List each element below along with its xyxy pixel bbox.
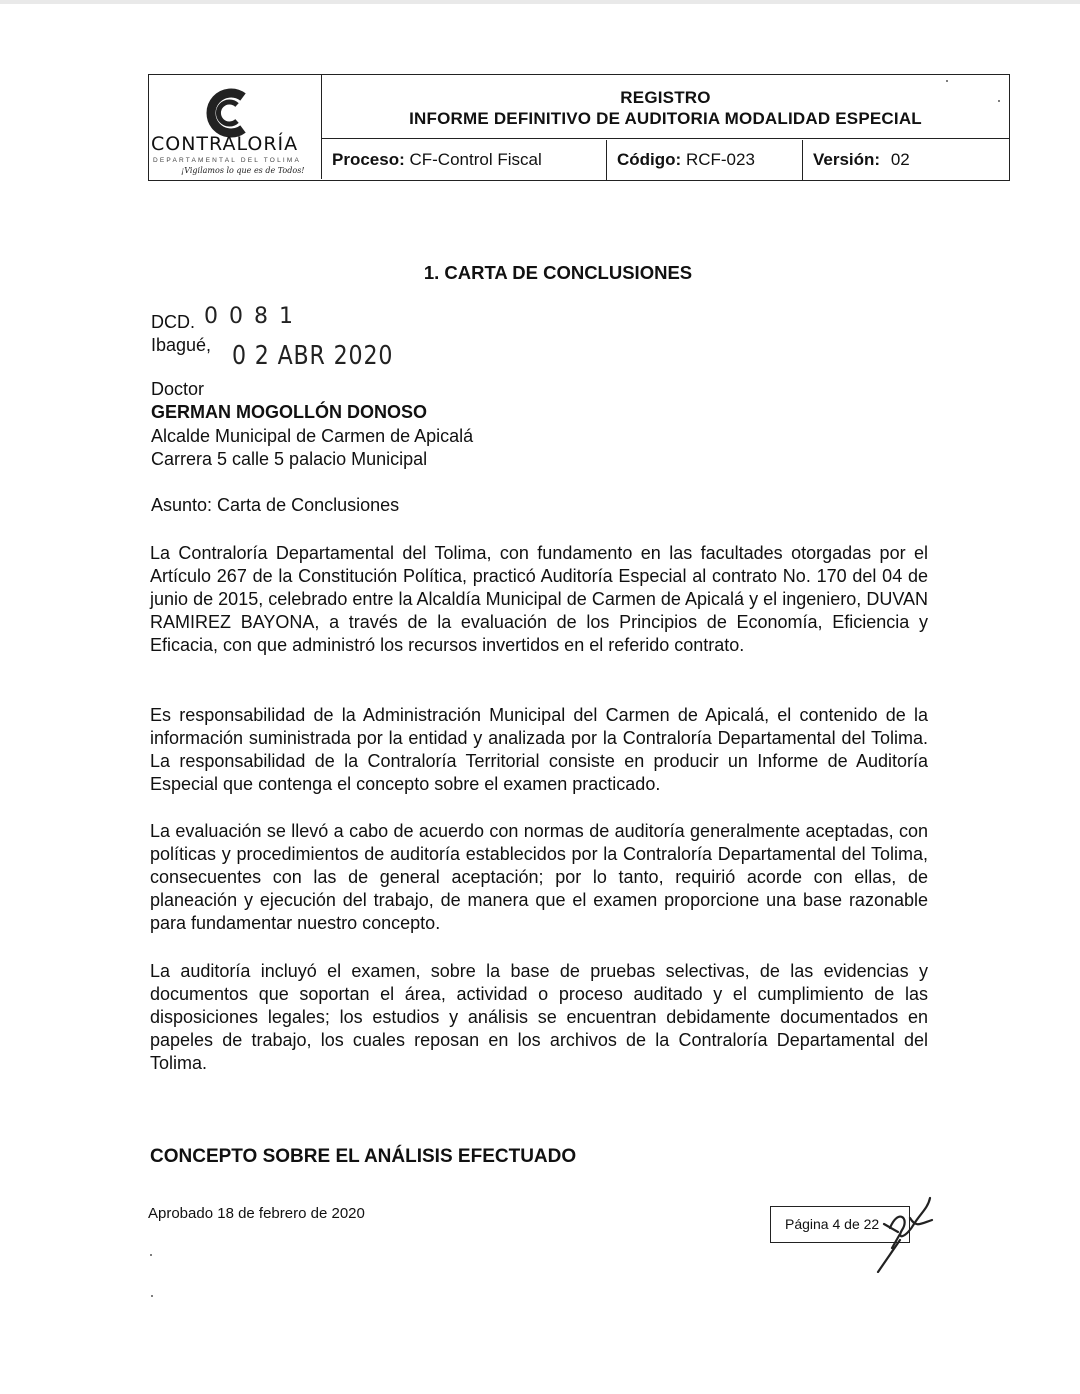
recipient-position: Alcalde Municipal de Carmen de Apicalá — [151, 426, 474, 446]
scan-speck — [946, 80, 948, 82]
codigo-cell — [607, 140, 803, 180]
proceso-label: Proceso: — [332, 150, 405, 169]
logo-cell — [149, 75, 322, 179]
paragraph-4: La auditoría incluyó el examen, sobre la base de pruebas selectivas, de las evidencias y documentos que soportan el área, actividad o proceso auditado y el cumplimiento de las disposiciones legales; los estudios y análisis se encuentran debidamente documentados en papeles de trabajo, los cuales reposan en los archivos de la Contraloría Departamental del Tolima. — [150, 961, 928, 1073]
analysis-heading: CONCEPTO SOBRE EL ANÁLISIS EFECTUADO — [150, 1146, 577, 1167]
logo-subtitle: DEPARTAMENTAL DEL TOLIMA — [153, 157, 302, 164]
header-title-line1: REGISTRO — [620, 88, 711, 107]
paragraph-1: La Contraloría Departamental del Tolima, con fundamento en las facultades otorgadas por el Artículo 267 de la Constitución Política, practicó Auditoría Especial al contrato No. 170 del 04 de junio de 2015, celebrado entre la Alcaldía Municipal de Carmen de Apicalá y el ingeniero, DUVAN RAMIREZ BAYONA, a través de la evaluación de los Principios de Economía, Eficiencia y Eficacia, con que administró los recursos invertidos en el referido contrato. — [150, 543, 928, 655]
version-label: Versión: — [813, 150, 881, 169]
proceso-value: CF-Control Fiscal — [409, 150, 542, 169]
signature-icon — [870, 1188, 940, 1273]
header-meta-row — [322, 140, 1009, 180]
header-title — [322, 75, 1009, 139]
date-stamp: 0 2 ABR 2020 — [232, 341, 394, 371]
codigo-value: RCF-023 — [685, 150, 755, 169]
header-title-line2: INFORME DEFINITIVO DE AUDITORIA MODALIDAD ESPECIAL — [409, 109, 922, 128]
approval-date: Aprobado 18 de febrero de 2020 — [148, 1205, 365, 1222]
top-edge — [0, 0, 1080, 4]
document-header — [148, 74, 1010, 181]
subject-line: Asunto: Carta de Conclusiones — [151, 495, 400, 515]
place-label: Ibagué, — [151, 335, 212, 355]
proceso-cell — [322, 140, 607, 180]
scan-speck — [151, 1295, 153, 1297]
version-cell — [803, 140, 1009, 180]
logo-motto: ¡Vigilamos lo que es de Todos! — [181, 166, 305, 175]
recipient-address: Carrera 5 calle 5 palacio Municipal — [151, 449, 428, 469]
page-number: Página 4 de 22 — [785, 1216, 880, 1232]
paragraph-2: Es responsabilidad de la Administración Municipal del Carmen de Apicalá, el contenido de la información suministrada por la entidad y analizada por la Contraloría Departamental del Tolima. La responsabilidad de la Contraloría Territorial consiste en producir un Informe de Auditoría Especial que contenga el concepto sobre el examen practicado. — [150, 705, 928, 794]
logo-name: CONTRALORÍA — [151, 133, 299, 155]
codigo-label: Código: — [617, 150, 682, 169]
version-value: 02 — [890, 150, 910, 169]
dcd-label: DCD. — [151, 312, 195, 332]
dcd-number-stamp: 0 0 8 1 — [204, 304, 295, 329]
scan-speck — [998, 100, 1000, 102]
section-title: 1. CARTA DE CONCLUSIONES — [423, 262, 693, 283]
paragraph-3: La evaluación se llevó a cabo de acuerdo con normas de auditoría generalmente aceptadas, con políticas y procedimientos de auditoría establecidos por la Contraloría Departamental del Tolima, consecuentes con las de general aceptación; por lo tanto, requirió acorde con ellas, de planeación y ejecución del trabajo, de manera que el examen proporcione una base razonable para fundamentar nuestro concepto. — [150, 821, 928, 933]
recipient-name: GERMAN MOGOLLÓN DONOSO — [151, 402, 427, 422]
recipient-title: Doctor — [151, 379, 205, 399]
scan-speck — [150, 1254, 152, 1256]
